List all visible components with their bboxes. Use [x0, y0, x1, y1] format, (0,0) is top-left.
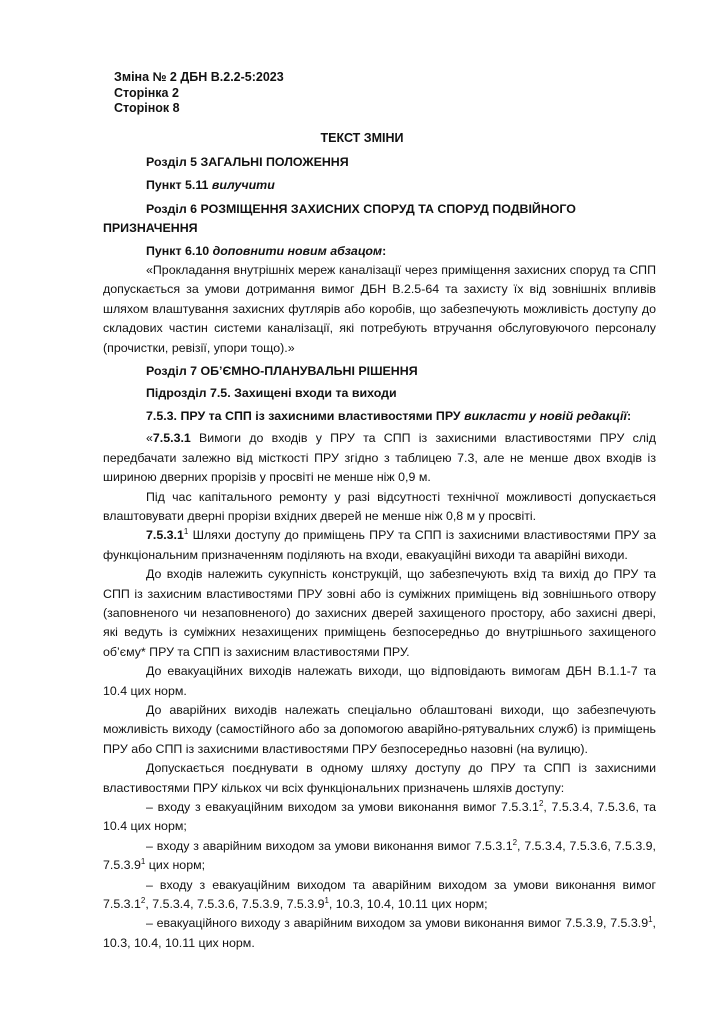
point-5-11-label: Пункт 5.11 — [146, 178, 209, 193]
point-6-10-action: доповнити новим абзацом — [212, 243, 383, 258]
list-item-text: , 10.3, 10.4, 10.11 цих норм; — [328, 897, 488, 912]
section-7-heading: Розділ 7 ОБ’ЄМНО-ПЛАНУВАЛЬНІ РІШЕННЯ — [146, 364, 418, 379]
list-item-superscript: 2 — [140, 896, 146, 906]
list-item-superscript: 2 — [538, 799, 544, 808]
point-7-5-3-label: 7.5.3. ПРУ та СПП із захисними властивостями ПРУ — [146, 408, 461, 423]
section-5-heading: Розділ 5 ЗАГАЛЬНІ ПОЛОЖЕННЯ — [146, 155, 349, 169]
point-5-11-action: вилучити — [211, 178, 275, 193]
document-title: ТЕКСТ ЗМІНИ — [320, 131, 404, 145]
list-item — [103, 798, 656, 837]
amendment-id: Зміна № 2 ДБН В.2.2-5:2023 — [114, 70, 284, 84]
list-item-text: , 7.5.3.4, 7.5.3.6, та 10.4 цих норм; — [103, 800, 656, 834]
paragraph-evacuation-exits: До евакуаційних виходів належать виходи, що відповідають вимогам ДБН В.1.1-7 та 10.4 цих норм. — [103, 664, 656, 698]
list-item-text: , 7.5.3.4, 7.5.3.6, 7.5.3.9, 7.5.3.9 — [103, 838, 656, 873]
list-item-superscript: 1 — [324, 896, 329, 906]
list-item — [103, 837, 656, 876]
section-6-heading: Розділ 6 РОЗМІЩЕННЯ ЗАХИСНИХ СПОРУД ТА СПОРУД ПОДВІЙНОГО ПРИЗНАЧЕННЯ — [103, 201, 576, 236]
clause-text: Вимоги до входів у ПРУ та СПП із захисними властивостями ПРУ слід передбачати залежно від місткості ПРУ згідно з таблицею 7.3, але не менше двох входів із шириною дверних прорізів у просвіті не менше ніж 0,9 м. — [103, 431, 656, 485]
point-5-11 — [103, 176, 656, 195]
point-6-10-label: Пункт 6.10 — [146, 243, 210, 258]
subsection-7-5-heading: Підрозділ 7.5. Захищені входи та виходи — [146, 386, 397, 401]
point-7-5-3 — [103, 407, 656, 426]
list-item-text: – евакуаційного виходу з аварійним виходом за умови виконання вимог 7.5.3.9, 7.5.3.9 — [146, 916, 649, 931]
list-item — [103, 876, 656, 915]
clause-text: Шляхи доступу до приміщень ПРУ та СПП із захисними властивостями ПРУ за функціональним призначенням поділяють на входи, евакуаційні виходи та аварійні виходи. — [103, 528, 656, 562]
list-item-text: , 7.5.3.4, 7.5.3.6, 7.5.3.9, 7.5.3.9 — [145, 897, 325, 912]
clause-number: 7.5.3.1 — [146, 528, 184, 543]
list-item-superscript: 2 — [512, 837, 518, 847]
paragraph-7-5-3-1-1 — [103, 526, 656, 565]
point-6-10-quote: «Прокладання внутрішніх мереж каналізації через приміщення захисних споруд та СПП допускається за умови дотримання вимог ДБН В.2.5-64 та захисту їх від зовнішніх впливів шляхом влаштування захисних футлярів або коробів, що забезпечують можливість доступу до складових частин системи каналізації, які потребують втручання обслуговуючого персоналу (прочистки, ревізії, упори тощо).» — [103, 263, 656, 355]
document-body — [103, 153, 656, 953]
point-7-5-3-colon: : — [626, 408, 632, 423]
list-item-text: цих норм; — [145, 858, 206, 873]
page-count: Сторінок 8 — [114, 101, 180, 115]
paragraph-entrances: До входів належить сукупність конструкцій, що забезпечують вхід та вихід до ПРУ та СПП із захисним властивостями ПРУ зовні або із суміжних приміщень від зовнішнього отвору (заповненого чи незаповненого) до захисних дверей захищеного простору, або захисні двері, які ведуть із суміжних незахищених приміщень безпосередньо до внутрішнього захищеного об’єму* ПРУ та СПП із захисним властивостями ПРУ. — [103, 567, 656, 659]
paragraph-7-5-3-1 — [103, 429, 656, 487]
list-item-superscript: 1 — [648, 915, 653, 925]
list-item-text: – входу з аварійним виходом за умови виконання вимог 7.5.3.1 — [146, 838, 513, 853]
page-number: Сторінка 2 — [114, 85, 179, 100]
list-item-superscript: 1 — [140, 857, 146, 867]
list-item-text: – входу з евакуаційним виходом та аварійним виходом за умови виконання вимог 7.5.3.1 — [103, 877, 656, 912]
clause-number: 7.5.3.1 — [152, 431, 191, 446]
paragraph-capital-repair: Під час капітального ремонту у разі відсутності технічної можливості допускається влаштовувати дверні прорізи вхідних дверей не менше ніж 0,8 м у просвіті. — [103, 489, 656, 523]
paragraph-emergency-exits: До аварійних виходів належать спеціально облаштовані виходи, що забезпечують можливість виходу (самостійного або за допомогою аварійно-рятувальних служб) із приміщень ПРУ або СПП із захисними властивостями ПРУ безпосередньо назовні (на вулицю). — [103, 702, 656, 756]
point-6-10 — [103, 242, 656, 261]
document-header — [114, 70, 284, 117]
list-item — [103, 914, 656, 953]
list-item-text: – входу з евакуаційним виходом за умови виконання вимог 7.5.3.1 — [146, 800, 539, 814]
clause-superscript: 1 — [183, 527, 189, 537]
point-6-10-colon: : — [382, 243, 387, 258]
paragraph-combination: Допускається поєднувати в одному шляху доступу до ПРУ та СПП із захисними властивостями ПРУ кількох чи всіх функціональних призначень шляхів доступу: — [103, 761, 656, 795]
opening-quote: « — [146, 431, 153, 446]
list-item-text: , 10.3, 10.4, 10.11 цих норм. — [103, 916, 656, 950]
point-7-5-3-action: викласти у новій редакції — [464, 408, 627, 423]
